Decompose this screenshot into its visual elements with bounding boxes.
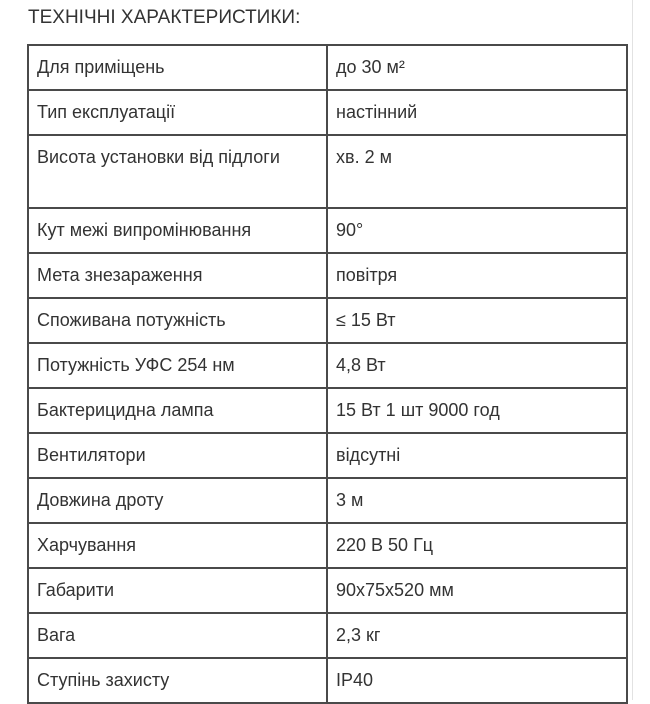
spec-value: IP40 bbox=[327, 658, 627, 703]
section-title: ТЕХНІЧНІ ХАРАКТЕРИСТИКИ: bbox=[28, 7, 301, 28]
spec-label: Кут межі випромінювання bbox=[28, 208, 327, 253]
spec-label: Довжина дроту bbox=[28, 478, 327, 523]
table-row bbox=[28, 523, 627, 568]
spec-label: Вентилятори bbox=[28, 433, 327, 478]
table-row bbox=[28, 45, 627, 90]
spec-label: Потужність УФС 254 нм bbox=[28, 343, 327, 388]
spec-label: Тип експлуатації bbox=[28, 90, 327, 135]
spec-value: 90° bbox=[327, 208, 627, 253]
table-row bbox=[28, 388, 627, 433]
spec-value: 3 м bbox=[327, 478, 627, 523]
specs-table bbox=[27, 44, 628, 704]
table-row bbox=[28, 298, 627, 343]
table-row bbox=[28, 253, 627, 298]
table-row bbox=[28, 135, 627, 208]
spec-label: Вага bbox=[28, 613, 327, 658]
spec-value: 90х75х520 мм bbox=[327, 568, 627, 613]
spec-value: ≤ 15 Вт bbox=[327, 298, 627, 343]
table-row bbox=[28, 90, 627, 135]
spec-label: Бактерицидна лампа bbox=[28, 388, 327, 433]
spec-label: Мета знезараження bbox=[28, 253, 327, 298]
table-row bbox=[28, 208, 627, 253]
table-row bbox=[28, 613, 627, 658]
spec-value: 220 В 50 Гц bbox=[327, 523, 627, 568]
spec-label: Габарити bbox=[28, 568, 327, 613]
spec-value: 4,8 Вт bbox=[327, 343, 627, 388]
page-gutter-line bbox=[632, 0, 633, 700]
spec-label: Для приміщень bbox=[28, 45, 327, 90]
spec-label: Висота установки від підлоги bbox=[28, 135, 327, 208]
table-row bbox=[28, 433, 627, 478]
spec-label: Харчування bbox=[28, 523, 327, 568]
spec-value: відсутні bbox=[327, 433, 627, 478]
spec-label: Споживана потужність bbox=[28, 298, 327, 343]
spec-value: настінний bbox=[327, 90, 627, 135]
spec-label: Ступінь захисту bbox=[28, 658, 327, 703]
table-row bbox=[28, 568, 627, 613]
table-row bbox=[28, 343, 627, 388]
spec-value: 15 Вт 1 шт 9000 год bbox=[327, 388, 627, 433]
spec-value: 2,3 кг bbox=[327, 613, 627, 658]
spec-value: хв. 2 м bbox=[327, 135, 627, 208]
table-row bbox=[28, 658, 627, 703]
spec-value: повітря bbox=[327, 253, 627, 298]
spec-value: до 30 м² bbox=[327, 45, 627, 90]
table-row bbox=[28, 478, 627, 523]
